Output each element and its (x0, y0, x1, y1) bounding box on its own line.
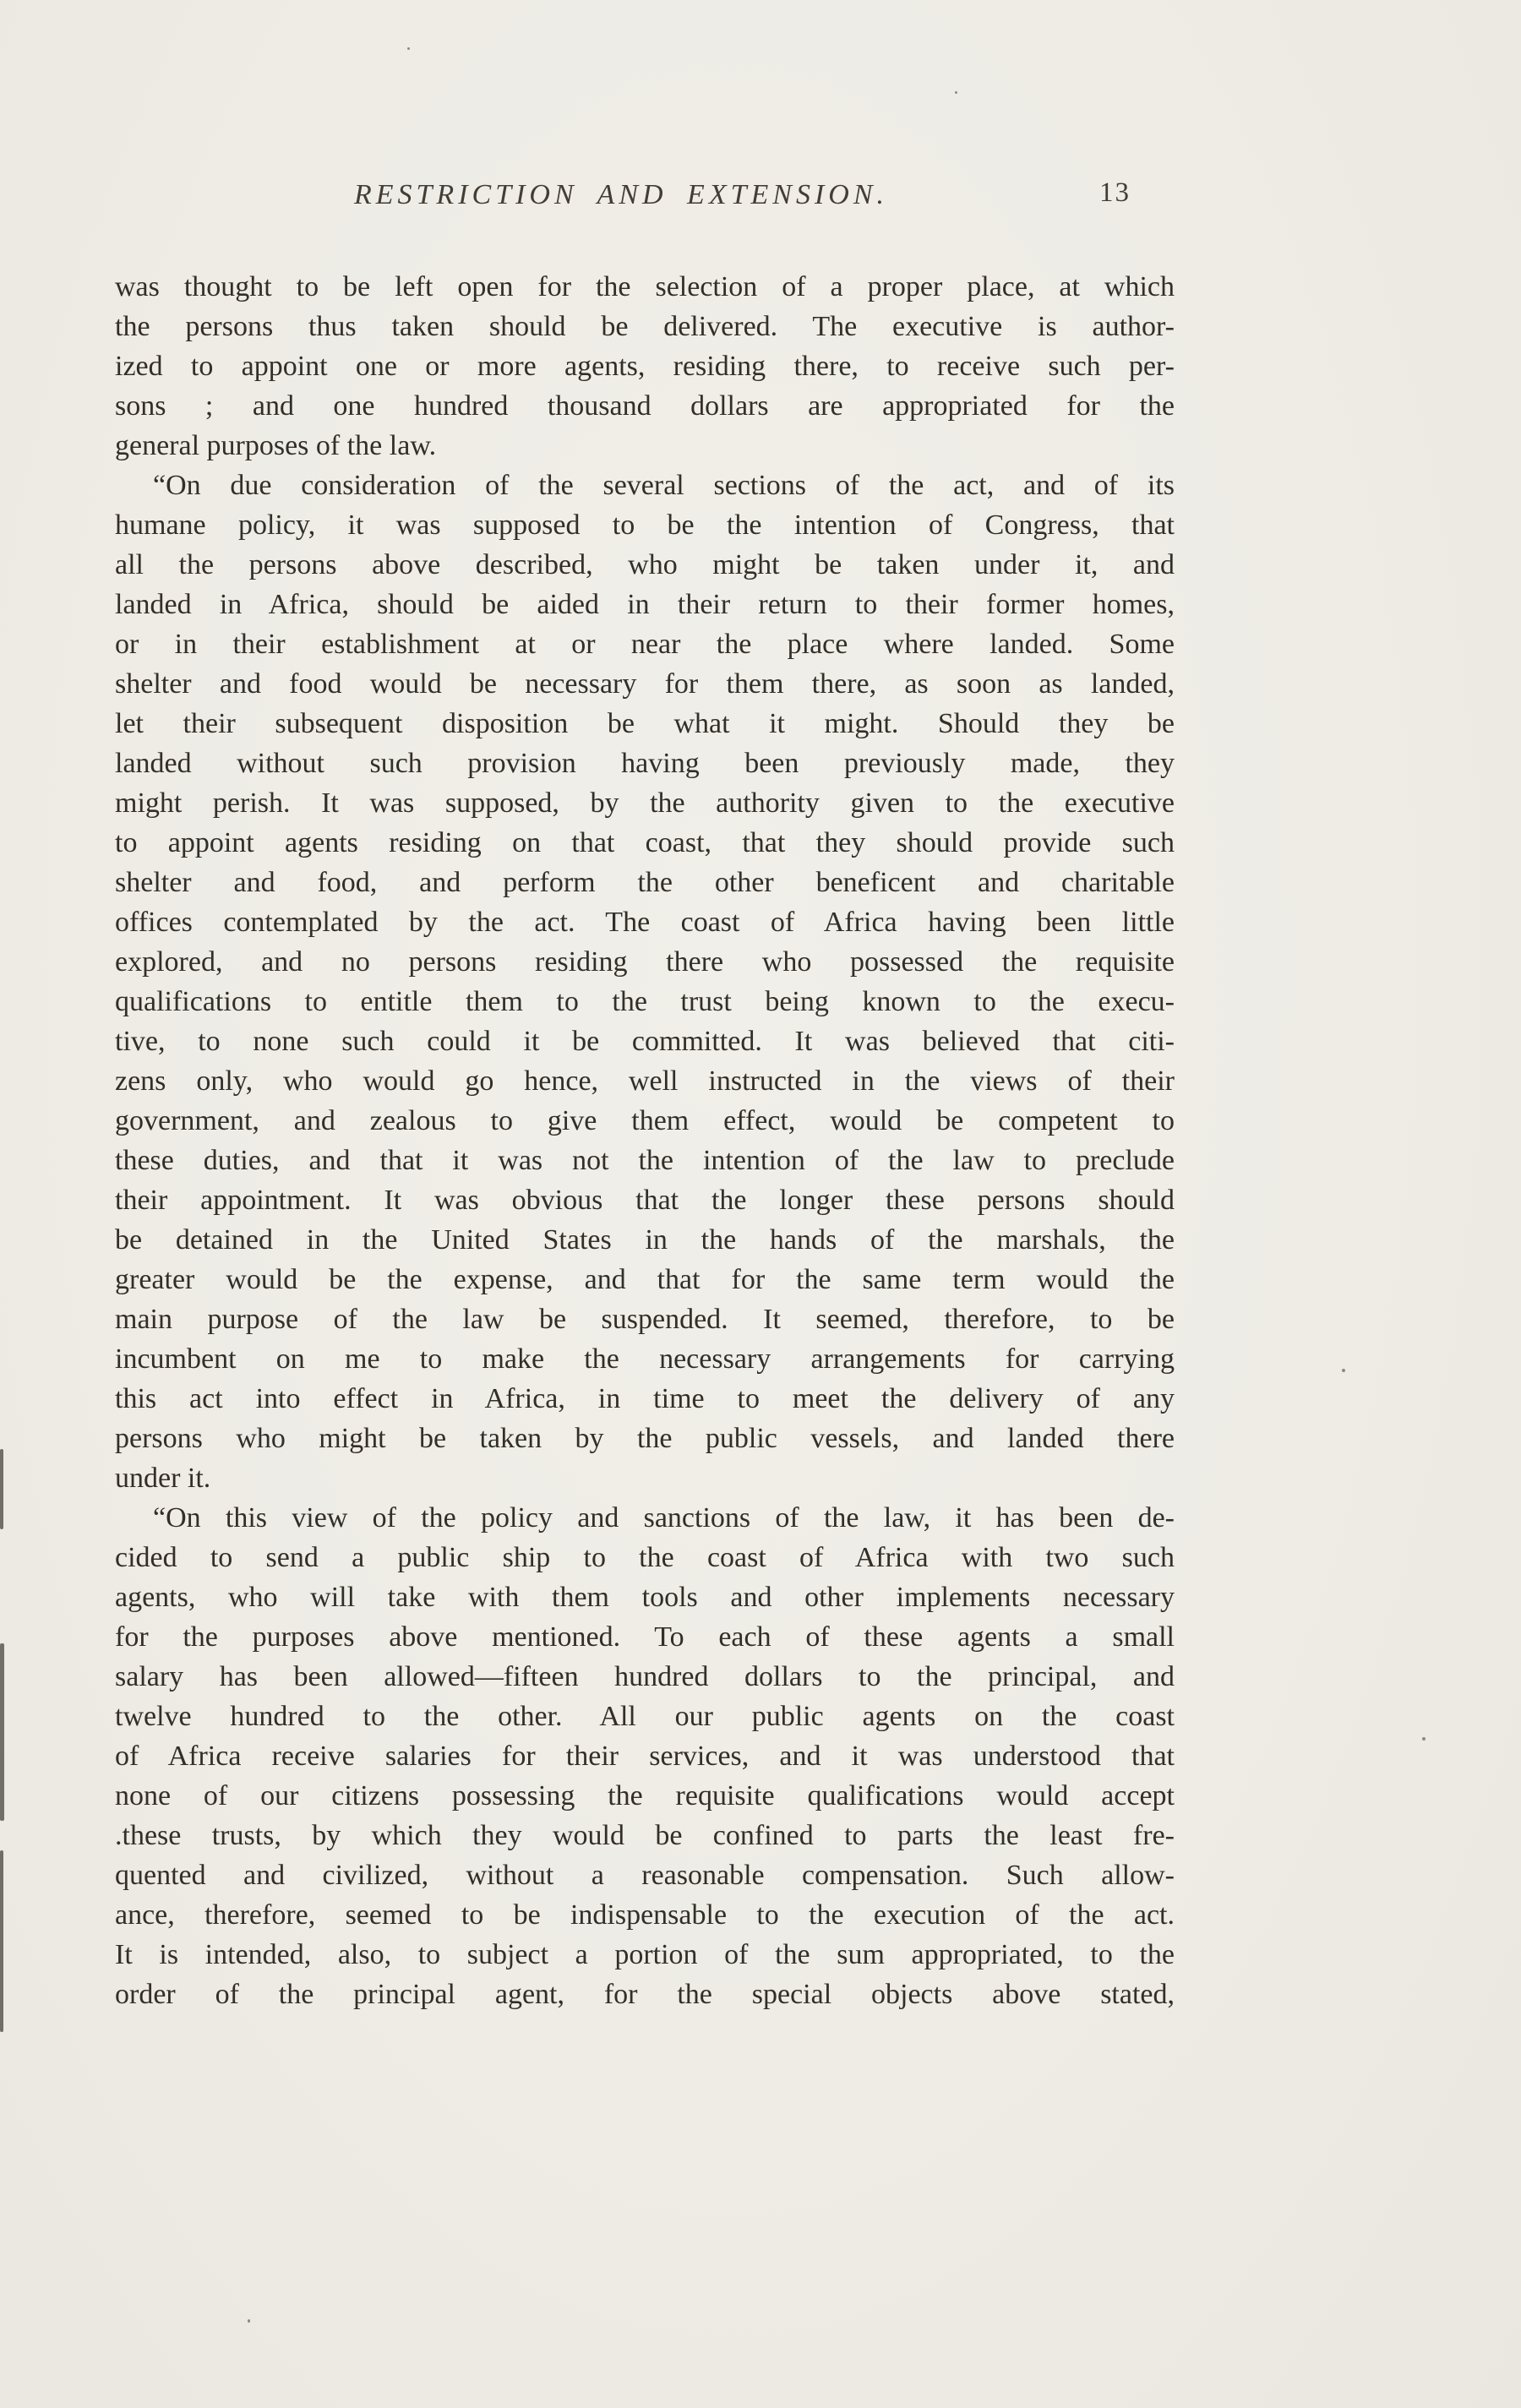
text-line: ized to appoint one or more agents, residing there, to receive such per- (115, 351, 1175, 382)
text-line: all the persons above described, who might be taken under it, and (115, 549, 1175, 580)
paragraph (115, 267, 1175, 466)
text-line: the persons thus taken should be delivered. The executive is author- (115, 311, 1175, 342)
text-line: or in their establishment at or near the place where landed. Some (115, 629, 1175, 660)
text-line: It is intended, also, to subject a portion of the sum appropriated, to the (115, 1939, 1175, 1970)
text-line: order of the principal agent, for the special objects above stated, (115, 1979, 1175, 2010)
paragraph (115, 466, 1175, 1498)
text-line: humane policy, it was supposed to be the intention of Congress, that (115, 509, 1175, 541)
text-line: quented and civilized, without a reasonable compensation. Such allow- (115, 1860, 1175, 1891)
page-content (115, 179, 1175, 2014)
text-line: for the purposes above mentioned. To each of these agents a small (115, 1621, 1175, 1653)
scan-artifact (407, 47, 410, 50)
text-line: explored, and no persons residing there who possessed the requisite (115, 946, 1175, 978)
text-line: greater would be the expense, and that for the same term would the (115, 1264, 1175, 1295)
text-line: cided to send a public ship to the coast of Africa with two such (115, 1542, 1175, 1573)
text-line: these duties, and that it was not the intention of the law to preclude (115, 1145, 1175, 1176)
scan-artifact (955, 91, 957, 94)
text-line: landed in Africa, should be aided in their return to their former homes, (115, 589, 1175, 620)
text-line: this act into effect in Africa, in time to meet the delivery of any (115, 1383, 1175, 1414)
text-line: incumbent on me to make the necessary arrangements for carrying (115, 1343, 1175, 1375)
text-line: general purposes of the law. (115, 430, 437, 461)
text-line: “On due consideration of the several sections of the act, and of its (153, 470, 1175, 501)
text-line: main purpose of the law be suspended. It seemed, therefore, to be (115, 1304, 1175, 1335)
text-line: of Africa receive salaries for their services, and it was understood that (115, 1741, 1175, 1772)
paragraph (115, 1498, 1175, 2014)
text-line: sons ; and one hundred thousand dollars are appropriated for the (115, 390, 1175, 422)
scan-artifact (0, 1643, 4, 1821)
text-line: salary has been allowed—fifteen hundred dollars to the principal, and (115, 1661, 1175, 1692)
text-line: be detained in the United States in the hands of the marshals, the (115, 1224, 1175, 1256)
text-line: none of our citizens possessing the requisite qualifications would accept (115, 1780, 1175, 1811)
text-line: under it. (115, 1463, 211, 1494)
text-line: to appoint agents residing on that coast, that they should provide such (115, 827, 1175, 858)
scan-artifact (248, 2319, 250, 2323)
page-header (115, 179, 1175, 223)
running-title: RESTRICTION AND EXTENSION. (353, 179, 888, 210)
text-line: persons who might be taken by the public vessels, and landed there (115, 1423, 1175, 1454)
scan-artifact (1422, 1737, 1426, 1741)
text-line: their appointment. It was obvious that the longer these persons should (115, 1185, 1175, 1216)
text-line: shelter and food, and perform the other beneficent and charitable (115, 867, 1175, 898)
page-number: 13 (1099, 177, 1131, 208)
text-line: was thought to be left open for the selection of a proper place, at which (115, 271, 1175, 302)
text-line: let their subsequent disposition be what it might. Should they be (115, 708, 1175, 739)
text-line: qualifications to entitle them to the trust being known to the execu- (115, 986, 1175, 1017)
text-line: agents, who will take with them tools and other implements necessary (115, 1582, 1175, 1613)
text-line: government, and zealous to give them effect, would be competent to (115, 1105, 1175, 1136)
text-line: offices contemplated by the act. The coast of Africa having been little (115, 907, 1175, 938)
text-line: might perish. It was supposed, by the authority given to the executive (115, 787, 1175, 819)
scan-artifact (0, 1449, 3, 1529)
page-body (115, 267, 1175, 2014)
text-line: “On this view of the policy and sanctions of the law, it has been de- (153, 1502, 1175, 1534)
text-line: .these trusts, by which they would be confined to parts the least fre- (115, 1820, 1175, 1851)
text-line: ance, therefore, seemed to be indispensable to the execution of the act. (115, 1899, 1175, 1931)
scan-artifact (1342, 1369, 1345, 1372)
text-line: landed without such provision having been previously made, they (115, 748, 1175, 779)
text-line: tive, to none such could it be committed. It was believed that citi- (115, 1026, 1175, 1057)
text-line: zens only, who would go hence, well instructed in the views of their (115, 1065, 1175, 1097)
text-line: twelve hundred to the other. All our public agents on the coast (115, 1701, 1175, 1732)
text-line: shelter and food would be necessary for them there, as soon as landed, (115, 668, 1175, 700)
scan-artifact (0, 1850, 3, 2032)
